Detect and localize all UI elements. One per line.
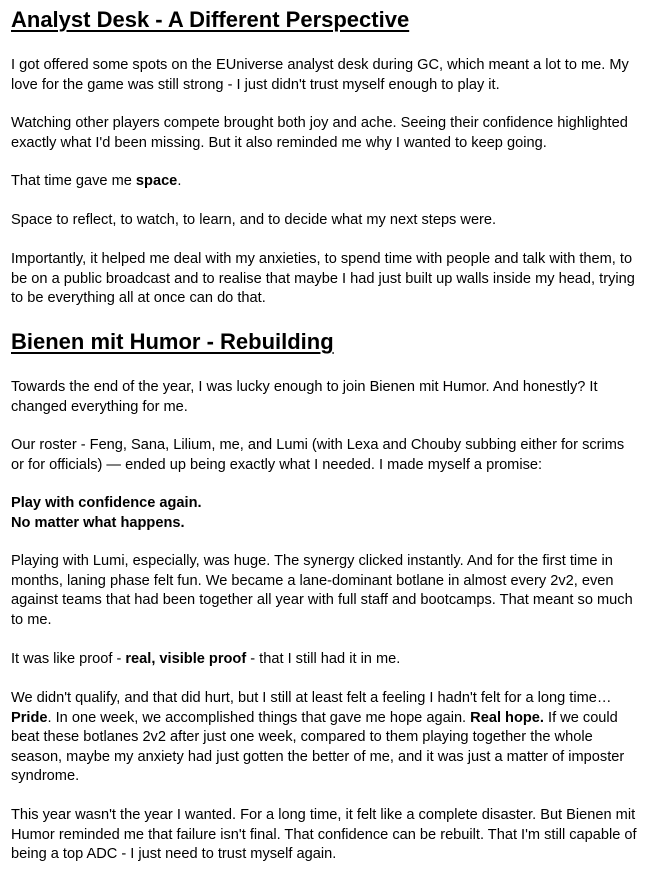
bold-text: Play with confidence again. — [11, 495, 202, 511]
bold-text: No matter what happens. — [11, 514, 185, 531]
bold-text: real, visible proof — [125, 651, 247, 667]
bold-text: space — [135, 173, 178, 189]
paragraph: I got offered some spots on the EUniverse analyst desk during GC, which meant a lot to me. My love for the game was still strong - I just didn't trust myself enough to play it. — [11, 57, 629, 93]
section-heading-bienen-mit-humor: Bienen mit Humor - Rebuilding — [11, 329, 334, 354]
paragraph — [11, 689, 639, 787]
paragraph: Space to reflect, to watch, to learn, and to decide what my next steps were. — [11, 212, 497, 228]
paragraph — [11, 650, 639, 670]
text-span: . — [177, 173, 182, 189]
text-span: . In one week, we accomplished things that gave me hope again. — [47, 709, 471, 726]
paragraph: Watching other players compete brought both joy and ache. Seeing their confidence highlighted exactly what I'd been missing. But it also reminded me why I wanted to keep going. — [11, 115, 628, 151]
text-span: It was like proof - — [11, 651, 126, 667]
paragraph — [11, 172, 639, 192]
text-span: We didn't qualify, and that did hurt, but I still at least felt a feeling I hadn't felt for a long time… — [11, 690, 612, 706]
paragraph: Our roster - Feng, Sana, Lilium, me, and Lumi (with Lexa and Chouby subbing either for scrims or for officials) — ended up being exactly what I needed. I made myself a promise: — [11, 437, 625, 473]
text-span: If we could beat these botlanes 2v2 after just one week, compared to them playing together the whole season, maybe my anxiety had just gotten the better of me, and it was just a matter of imposter syndrome. — [11, 709, 625, 784]
text-span: That time gave me — [11, 173, 136, 189]
promise-block — [11, 494, 639, 533]
text-span: - that I still had it in me. — [246, 651, 401, 667]
paragraph: Importantly, it helped me deal with my anxieties, to spend time with people and talk with them, to be on a public broadcast and to realise that maybe I had just built up walls inside my head, trying to be everything all at once can do that. — [11, 251, 635, 306]
bold-text: Real hope. — [470, 709, 544, 726]
bold-text: Pride — [11, 709, 48, 726]
paragraph: Towards the end of the year, I was lucky enough to join Bienen mit Humor. And honestly? It changed everything for me. — [11, 379, 598, 415]
section-heading-analyst-desk: Analyst Desk - A Different Perspective — [11, 7, 410, 32]
paragraph: This year wasn't the year I wanted. For a long time, it felt like a complete disaster. But Bienen mit Humor reminded me that failure isn't final. That confidence can be rebuilt. That I'm still capable of being a top ADC - I just need to trust myself again. — [11, 807, 637, 862]
paragraph: Playing with Lumi, especially, was huge. The synergy clicked instantly. And for the first time in months, laning phase felt fun. We became a lane-dominant botlane in almost every 2v2, even against teams that had been together all year with full staff and bootcamps. That meant so much to me. — [11, 553, 633, 628]
